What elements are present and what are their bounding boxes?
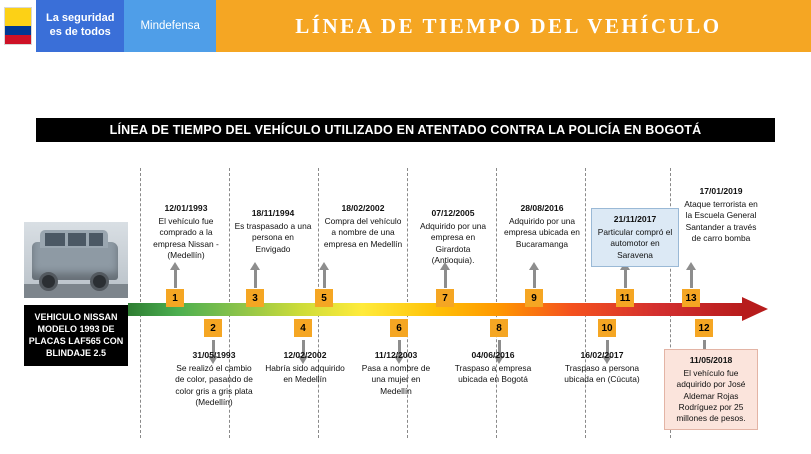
event-item [452, 350, 534, 386]
arrow-up-icon [319, 262, 330, 288]
event-item [413, 208, 493, 266]
timeline-marker[interactable]: 3 [246, 289, 264, 307]
event-item [145, 203, 227, 261]
event-description: Compra del vehículo a nombre de una empresa en Medellín [323, 216, 403, 249]
event-date: 18/11/1994 [251, 208, 295, 218]
event-description: Traspaso a persona ubicada en (Cúcuta) [564, 363, 640, 385]
event-date: 07/12/2005 [431, 208, 475, 218]
ministry-label: Mindefensa [124, 0, 215, 52]
event-date: 11/12/2003 [374, 350, 418, 360]
event-item [355, 350, 437, 397]
event-item [172, 350, 256, 408]
timeline-marker[interactable]: 1 [166, 289, 184, 307]
page-title: LÍNEA DE TIEMPO DEL VEHÍCULO [295, 13, 722, 38]
timeline-marker[interactable]: 11 [616, 289, 634, 307]
event-date: 12/01/1993 [164, 203, 208, 213]
timeline-arrowhead-icon [742, 297, 768, 321]
event-date: 31/05/1993 [192, 350, 236, 360]
event-description: Adquirido por una empresa en Girardota (Antioquia). [419, 221, 487, 265]
event-item-highlighted [664, 349, 758, 430]
event-item [501, 203, 583, 250]
event-description: El vehículo fue adquirido por José Aldemar Rojas Rodríguez por 25 millones de pesos. [676, 368, 746, 423]
event-date: 21/11/2017 [613, 214, 657, 224]
arrow-up-icon [250, 262, 261, 288]
banner-subtitle: LÍNEA DE TIEMPO DEL VEHÍCULO UTILIZADO EN ATENTADO CONTRA LA POLICÍA EN BOGOTÁ [36, 118, 775, 142]
event-date: 11/05/2018 [689, 355, 733, 365]
event-date: 17/01/2019 [699, 186, 743, 196]
event-item [680, 186, 762, 244]
event-description: El vehículo fue comprado a la empresa Nissan - (Medellín) [153, 216, 219, 260]
timeline-marker[interactable]: 12 [695, 319, 713, 337]
arrow-up-icon [170, 262, 181, 288]
gov-logo-line2: es de todos [49, 26, 111, 38]
event-date: 04/06/2016 [471, 350, 515, 360]
arrow-up-icon [440, 262, 451, 288]
timeline-marker[interactable]: 2 [204, 319, 222, 337]
arrow-up-icon [686, 262, 697, 288]
event-date: 16/02/2017 [580, 350, 624, 360]
event-description: Particular compró el automotor en Saravena [597, 227, 673, 260]
timeline-marker[interactable]: 6 [390, 319, 408, 337]
event-item [234, 208, 312, 255]
timeline-marker[interactable]: 4 [294, 319, 312, 337]
event-description: Adquirido por una empresa ubicada en Bucaramanga [504, 216, 580, 249]
timeline-marker[interactable]: 8 [490, 319, 508, 337]
event-item-highlighted [591, 208, 679, 267]
event-item [322, 203, 404, 250]
timeline-marker[interactable]: 5 [315, 289, 333, 307]
event-description: Se realizó el cambio de color, pasando de color gris a gris plata (Medellín) [175, 363, 253, 407]
event-description: Es traspasado a una persona en Envigado [234, 221, 312, 254]
event-description: Traspaso a empresa ubicada en Bogotá [454, 363, 532, 385]
event-date: 18/02/2002 [341, 203, 385, 213]
gov-logo-line1: La seguridad [46, 12, 115, 25]
event-item [560, 350, 644, 386]
event-item [265, 350, 345, 386]
vehicle-caption: VEHICULO NISSAN MODELO 1993 DE PLACAS LAF565 CON BLINDAJE 2.5 [24, 305, 128, 366]
arrow-up-icon [529, 262, 540, 288]
timeline-marker[interactable]: 9 [525, 289, 543, 307]
vehicle-photo [24, 222, 128, 298]
event-description: Ataque terrorista en la Escuela General Santander a través de carro bomba [684, 199, 758, 243]
timeline-marker[interactable]: 13 [682, 289, 700, 307]
event-date: 28/08/2016 [520, 203, 564, 213]
event-description: Habría sido adquirido en Medellín [265, 363, 345, 385]
timeline-marker[interactable]: 10 [598, 319, 616, 337]
event-date: 12/02/2002 [283, 350, 327, 360]
event-description: Pasa a nombre de una mujer en Medellín [361, 363, 431, 396]
timeline-marker[interactable]: 7 [436, 289, 454, 307]
